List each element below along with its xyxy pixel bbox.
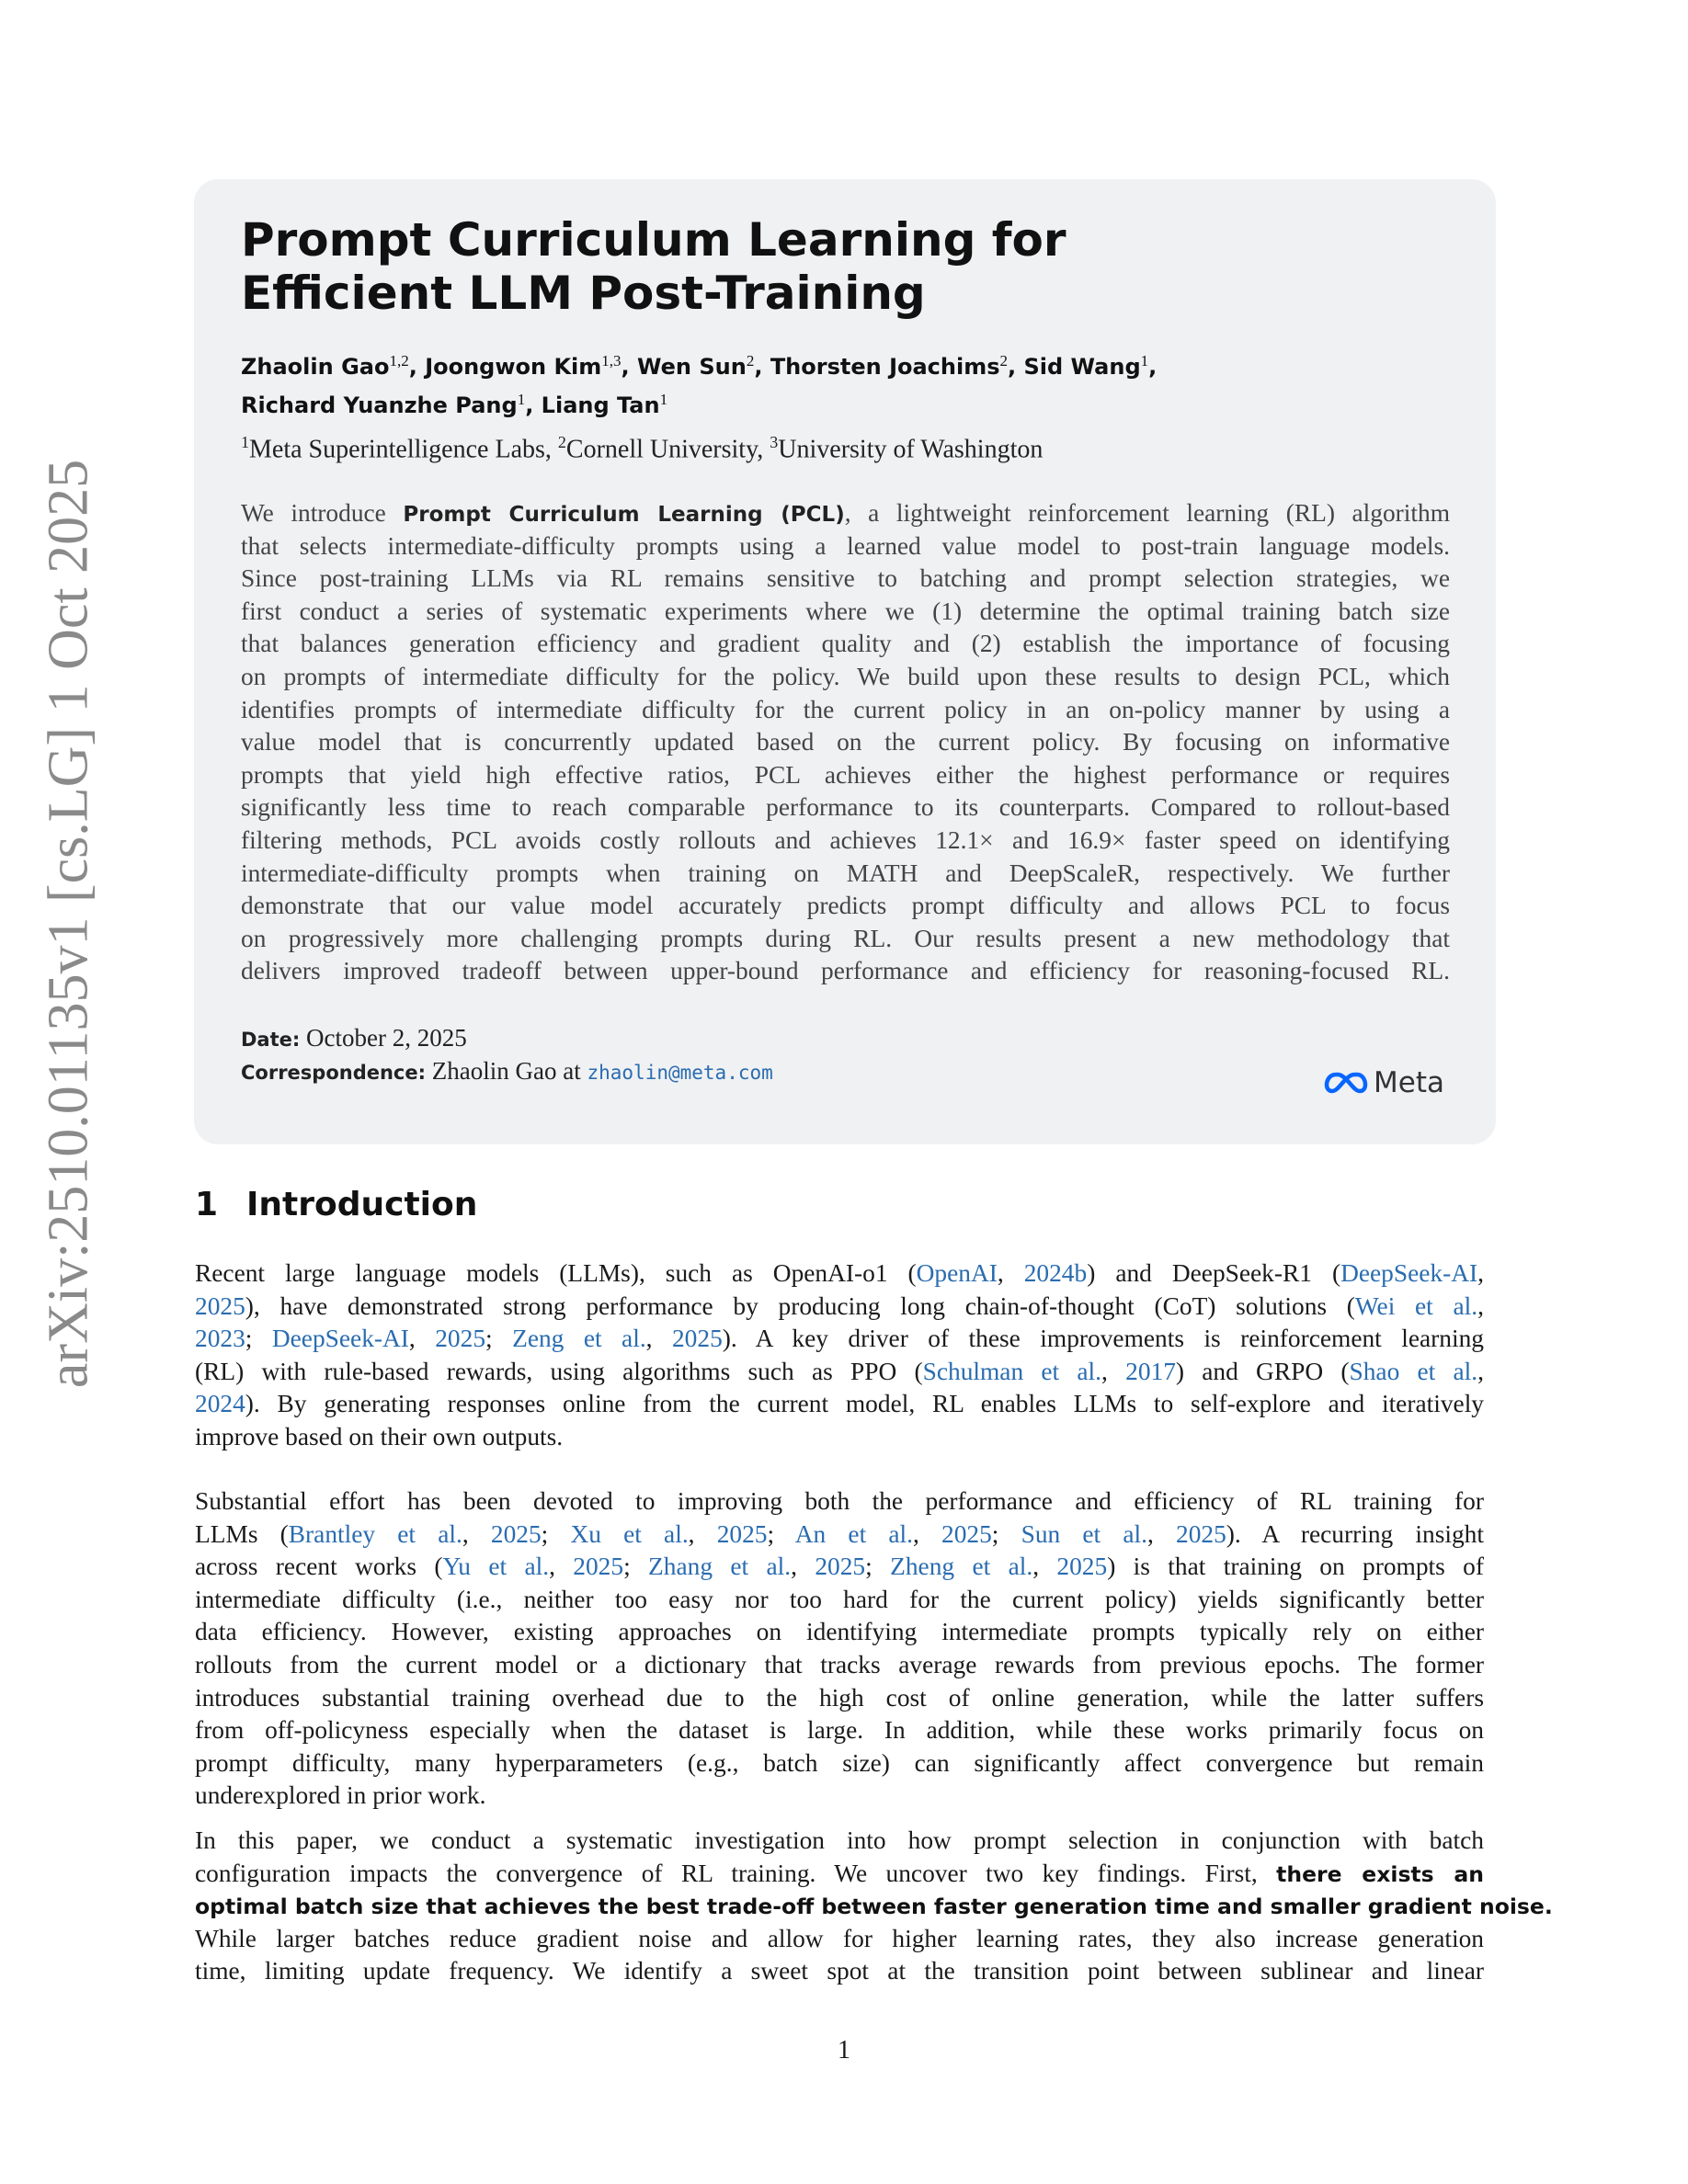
- meta-logo-text: Meta: [1374, 1066, 1444, 1099]
- abstract-line: demonstrate that our value model accurately predicts prompt difficulty and allows PCL to focus: [241, 892, 1450, 920]
- paragraph-line: [195, 1923, 1484, 1956]
- text-run: While larger batches reduce gradient noise and allow for higher learning rates, they also increase generation: [195, 1924, 1484, 1952]
- citation-link[interactable]: 2025: [573, 1553, 624, 1581]
- citation-link[interactable]: 2025: [1056, 1553, 1108, 1581]
- affiliation-name: University of Washington: [778, 435, 1044, 464]
- citation-link[interactable]: Brantley et al.: [288, 1519, 462, 1548]
- paragraph-line: [195, 1388, 1484, 1421]
- author-affiliation-mark: 1: [517, 391, 526, 408]
- paragraph-line: [195, 1890, 1553, 1923]
- citation-link[interactable]: Yu et al.: [442, 1553, 550, 1581]
- text-run: Recent large language models (LLMs), such as OpenAI-o1 (: [195, 1259, 917, 1287]
- affiliations: $^1$Meta Superintelligence Labs, $^2$Cornell University, $^3$University of Washington: [241, 433, 1044, 464]
- paragraph-line: [195, 1323, 1484, 1356]
- text-run: ;: [623, 1553, 649, 1581]
- affiliation-mark: 3: [770, 433, 779, 451]
- title-line-2: Efficient LLM Post-Training: [241, 267, 926, 320]
- paragraph-line: [195, 1421, 1484, 1454]
- correspondence-line: [241, 1057, 773, 1086]
- affiliation-name: Meta Superintelligence Labs: [249, 435, 545, 464]
- text-run: rollouts from the current model or a dictionary that tracks average rewards from previous epochs. The former: [195, 1650, 1484, 1678]
- meta-logo: [1324, 1064, 1444, 1101]
- author-affiliation-mark: 1: [1140, 352, 1149, 370]
- paper-title: [241, 213, 1066, 320]
- paragraph-line: [195, 1616, 1484, 1649]
- text-run: intermediate difficulty (i.e., neither too easy nor too hard for the current policy) yields significantly better: [195, 1585, 1484, 1613]
- text-run: data efficiency. However, existing approaches on identifying intermediate prompts typically rely on either: [195, 1618, 1484, 1646]
- author-name: Zhaolin Gao: [241, 354, 390, 380]
- text-run: ,: [408, 1325, 436, 1353]
- abstract-line: delivers improved tradeoff between upper-bound performance and efficiency for reasoning-focused RL.: [241, 957, 1450, 985]
- page-number: 1: [838, 2036, 850, 2065]
- intro-paragraph-1: [195, 1257, 1484, 1454]
- text-run: ;: [865, 1553, 891, 1581]
- arxiv-identifier: arXiv:2510.01135v1 [cs.LG] 1 Oct 2025: [37, 459, 100, 1389]
- text-run: ;: [767, 1519, 795, 1548]
- text-run: ;: [485, 1325, 513, 1353]
- text-run: from off-policyness especially when the dataset is large. In addition, while these works primarily focus on: [195, 1716, 1484, 1745]
- paragraph-line: [195, 1356, 1484, 1389]
- abstract-line: Since post-training LLMs via RL remains sensitive to batching and prompt selection strategies, we: [241, 564, 1450, 593]
- text-run: ). A recurring insight: [1226, 1519, 1484, 1548]
- abstract-line: intermediate-difficulty prompts when training on MATH and DeepScaleR, respectively. We further: [241, 859, 1450, 887]
- section-heading: [195, 1186, 477, 1223]
- abstract-method-name: Prompt Curriculum Learning (PCL): [403, 503, 845, 527]
- text-run: ) and DeepSeek-R1 (: [1087, 1259, 1341, 1287]
- citation-link[interactable]: 2025: [195, 1291, 245, 1320]
- correspondence-text: Zhaolin Gao at: [431, 1057, 581, 1085]
- text-run: ,: [645, 1325, 672, 1353]
- paragraph-line: [195, 1584, 1484, 1617]
- paragraph-line: [195, 1291, 1484, 1324]
- text-run: ,: [1477, 1357, 1484, 1385]
- author-affiliation-mark: 2: [746, 352, 755, 370]
- author-affiliation-mark: 1,3: [601, 352, 622, 370]
- author-name: Sid Wang: [1023, 354, 1141, 380]
- affiliation-mark: 1: [241, 433, 249, 451]
- paragraph-line: [195, 1551, 1484, 1584]
- text-run: Substantial effort has been devoted to improving both the performance and efficiency of RL training for: [195, 1487, 1484, 1515]
- text-run: time, limiting update frequency. We identify a sweet spot at the transition point between sublinear and linear: [195, 1957, 1484, 1985]
- text-run: configuration impacts the convergence of RL training. We uncover two key findings. First,: [195, 1859, 1277, 1887]
- text-run: underexplored in prior work.: [195, 1781, 486, 1810]
- citation-link[interactable]: 2025: [716, 1519, 768, 1548]
- abstract-line: value model that is concurrently updated based on the current policy. By focusing on informative: [241, 728, 1450, 756]
- text-run: ,: [549, 1553, 574, 1581]
- text-run: improve based on their own outputs.: [195, 1422, 564, 1450]
- affiliation-mark: 2: [557, 433, 566, 451]
- citation-link[interactable]: Sun et al.: [1021, 1519, 1147, 1548]
- bold-finding: optimal batch size that achieves the best trade-off between faster generation time and smaller gradient noise.: [195, 1894, 1553, 1920]
- abstract-line: [241, 497, 1450, 530]
- citation-link[interactable]: 2023: [195, 1325, 245, 1353]
- paragraph-line: [195, 1747, 1484, 1780]
- citation-link[interactable]: An et al.: [794, 1519, 913, 1548]
- citation-link[interactable]: Zheng et al.: [890, 1553, 1033, 1581]
- title-line-1: Prompt Curriculum Learning for: [241, 213, 1066, 267]
- section-title: Introduction: [246, 1186, 478, 1223]
- citation-link[interactable]: Zhang et al.: [648, 1553, 792, 1581]
- intro-paragraph-2: [195, 1485, 1484, 1813]
- author-affiliation-mark: 2: [999, 352, 1009, 370]
- abstract-line: prompts that yield high effective ratios, PCL achieves either the highest performance or requires: [241, 760, 1450, 789]
- text-run: ,: [1146, 1519, 1176, 1548]
- text-run: ;: [991, 1519, 1021, 1548]
- text-run: ). A key driver of these improvements is reinforcement learning: [722, 1325, 1484, 1353]
- affiliation-name: Cornell University: [565, 435, 758, 464]
- author-name: Richard Yuanzhe Pang: [241, 392, 518, 418]
- abstract-line: on progressively more challenging prompts during RL. Our results present a new methodology that: [241, 924, 1450, 952]
- arxiv-sidebar: [0, 0, 129, 2184]
- abstract-line-text: , a lightweight reinforcement learning (RL) algorithm: [844, 499, 1451, 527]
- meta-infinity-icon: [1324, 1071, 1368, 1095]
- abstract-line: significantly less time to reach comparable performance to its counterparts. Compared to rollout-based: [241, 793, 1450, 822]
- paragraph-line: [195, 1780, 1484, 1813]
- text-run: ;: [541, 1519, 571, 1548]
- text-run: ,: [1477, 1259, 1484, 1287]
- text-run: ) and GRPO (: [1175, 1357, 1350, 1385]
- citation-link[interactable]: 2025: [1176, 1519, 1226, 1548]
- paragraph-line: [195, 1682, 1484, 1715]
- paragraph-line: [195, 1825, 1484, 1858]
- abstract-line: first conduct a series of systematic experiments where we (1) determine the optimal training batch size: [241, 597, 1450, 625]
- citation-link[interactable]: OpenAI: [916, 1259, 998, 1287]
- abstract-line: on prompts of intermediate difficulty for the policy. We build upon these results to design PCL, which: [241, 662, 1450, 690]
- paragraph-line: [195, 1858, 1484, 1891]
- paragraph-line: [195, 1714, 1484, 1747]
- author-name: Joongwon Kim: [425, 354, 602, 380]
- citation-link[interactable]: Wei et al.: [1354, 1291, 1478, 1320]
- text-run: ), have demonstrated strong performance by producing long chain-of-thought (CoT) solutions (: [245, 1291, 1355, 1320]
- citation-link[interactable]: 2024b: [1023, 1259, 1088, 1287]
- abstract-line: filtering methods, PCL avoids costly rollouts and achieves 12.1× and 16.9× faster speed on identifying: [241, 825, 1450, 854]
- text-run: prompt difficulty, many hyperparameters (e.g., batch size) can significantly affect convergence but remain: [195, 1748, 1484, 1777]
- citation-link[interactable]: Shao et al.: [1349, 1357, 1478, 1385]
- text-run: LLMs (: [195, 1519, 289, 1548]
- citation-link[interactable]: DeepSeek-AI: [271, 1325, 409, 1353]
- citation-link[interactable]: 2025: [671, 1325, 723, 1353]
- author-affiliation-mark: 1,2: [389, 352, 409, 370]
- text-run: across recent works (: [195, 1553, 443, 1581]
- abstract-line: that selects intermediate-difficulty prompts using a learned value model to post-train language models.: [241, 531, 1450, 560]
- date-label: Date:: [241, 1029, 301, 1051]
- paragraph-line: [195, 1519, 1484, 1552]
- section-number: 1: [195, 1186, 219, 1223]
- citation-link[interactable]: 2024: [195, 1390, 245, 1418]
- author-name: Wen Sun: [637, 354, 747, 380]
- citation-link[interactable]: 2025: [815, 1553, 866, 1581]
- bold-finding: there exists an: [1276, 1860, 1484, 1887]
- citation-link[interactable]: 2025: [435, 1325, 486, 1353]
- text-run: ,: [1032, 1553, 1057, 1581]
- text-run: In this paper, we conduct a systematic investigation into how prompt selection in conjunction with batch: [195, 1826, 1484, 1854]
- intro-paragraph-3: [195, 1825, 1553, 1988]
- paragraph-line: [195, 1485, 1484, 1519]
- text-run: ,: [912, 1519, 942, 1548]
- text-run: ). By generating responses online from the current model, RL enables LLMs to self-explore and iteratively: [245, 1390, 1484, 1418]
- abstract-intro: We introduce: [241, 499, 404, 527]
- correspondence-email[interactable]: zhaolin@meta.com: [587, 1062, 773, 1084]
- author-name: Liang Tan: [541, 392, 660, 418]
- abstract-line: that balances generation efficiency and gradient quality and (2) establish the importance of focusing: [241, 630, 1450, 658]
- citation-link[interactable]: 2025: [941, 1519, 992, 1548]
- author-list: Zhaolin Gao$^{1,2}$, Joongwon Kim$^{1,3}$, Wen Sun$^2$, Thorsten Joachims$^2$, Sid Wang$^1$, Richard Yuanzhe Pang$^1$, Liang Tan$^1$: [241, 352, 1158, 418]
- citation-link[interactable]: Schulman et al.: [922, 1357, 1102, 1385]
- text-run: ,: [688, 1519, 717, 1548]
- text-run: introduces substantial training overhead due to the high cost of online generation, while the latter suffers: [195, 1683, 1484, 1712]
- citation-link[interactable]: 2017: [1125, 1357, 1176, 1385]
- correspondence-label: Correspondence:: [241, 1062, 427, 1084]
- paragraph-line: [195, 1649, 1484, 1682]
- text-run: ) is that training on prompts of: [1107, 1553, 1484, 1581]
- citation-link[interactable]: Zeng et al.: [512, 1325, 646, 1353]
- paragraph-line: [195, 1955, 1484, 1988]
- text-run: ,: [791, 1553, 815, 1581]
- date-line: [241, 1024, 467, 1052]
- author-name: Thorsten Joachims: [770, 354, 1000, 380]
- text-run: (RL) with rule-based rewards, using algorithms such as PPO (: [195, 1357, 923, 1385]
- citation-link[interactable]: 2025: [490, 1519, 542, 1548]
- text-run: ,: [462, 1519, 491, 1548]
- text-run: ,: [1101, 1357, 1126, 1385]
- abstract-text: [241, 497, 1450, 988]
- citation-link[interactable]: DeepSeek-AI: [1340, 1259, 1478, 1287]
- text-run: ;: [245, 1325, 272, 1353]
- date-value: October 2, 2025: [306, 1024, 467, 1052]
- abstract-line: identifies prompts of intermediate difficulty for the current policy in an on-policy manner by using a: [241, 695, 1450, 723]
- text-run: ,: [997, 1259, 1024, 1287]
- citation-link[interactable]: Xu et al.: [570, 1519, 689, 1548]
- text-run: ,: [1477, 1291, 1484, 1320]
- paragraph-line: [195, 1257, 1484, 1291]
- author-affiliation-mark: 1: [659, 391, 668, 408]
